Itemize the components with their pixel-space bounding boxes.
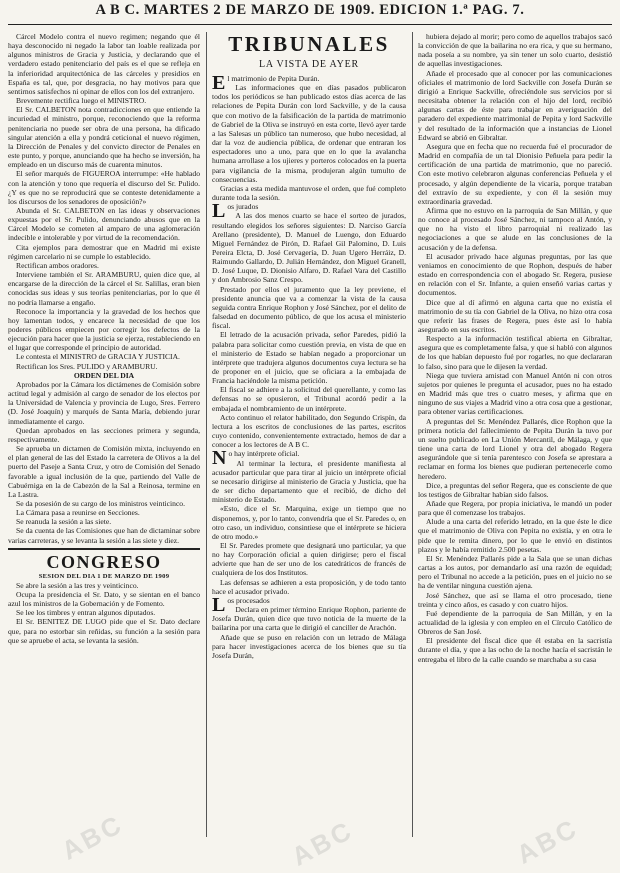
paragraph: Afirma que no estuvo en la parroquia de San Millán, y que no conoce al procesado José Sánchez, ni tampoco al Antón, y que no ha visto el libro parroquial ni realizado las negociaciones a que se alude en las conclusiones de la acusación y de la defensa. <box>418 205 612 252</box>
paragraph: Añade el procesado que al conocer por las comunicaciones oficiales el matrimonio de lord Sackville con Josefa Durán se dirigió a Enrique Sackville, ofreciéndole sus servicios por si necesitaba obtener la relación con el hijo del lord, recibió algunas cartas de éste para trabajar en averiguación del paradero del expediente matrimonial de Pepita y lord Sackville y del resultado de la información que a instancias de Lionel Edward se abrió en Gibraltar. <box>418 68 612 142</box>
paragraph: Añade que Regera, por propia iniciativa, le mandó un poder para que él comenzase los trabajos. <box>418 498 612 518</box>
column-divider-2 <box>412 32 413 837</box>
column-divider-1 <box>206 32 207 837</box>
paragraph: A las dos menos cuarto se hace el sorteo de jurados, resultando elegidos los señores siguientes: D. Narciso García Arellano (presidente), D. Manuel de Luengo, don Eduardo Miguel Fernández de Pirón, D. Rafael Gil Palomino, D. Luis Pereira Elcta, D. José Cervagería, D. Juan Ugero Herráiz, D. Raimundo Gallardo, D. Julián Hernández, don Miguel Granell, D. José Luque, D. Dionisio Alfaro, D. Rafael Vara del Castillo y don Ambrosio Sanz Crespo. <box>212 211 406 285</box>
paragraph-text: o hay intérprete oficial. <box>228 449 300 459</box>
paragraph: El Sr. Paredes promete que designará uno particular, ya que no hay Corporación oficial a quien dirigirse; pero el fiscal advierte que han de ser uno de los catedráticos de francés de cualquiera de los dos Institutos. <box>212 540 406 578</box>
paragraph: Gracias a esta medida mantuvose el orden, que fué completo durante toda la sesión. <box>212 183 406 203</box>
paragraph: Cárcel Modelo contra el nuevo regimen; negando que él haya desconocido ni negado la labor tan loable realizada por algunos ministros de Gracia y Justicia, y declarando que el verdadero estado penitenciario del país es el que se refleja en la inferioridad arquitectónica de las cárceles y presidios en España es tal, que, por desgracia, no hay motivos para que sentirnos satisfechos ni opinar de ellos con los del extranjero. <box>8 32 200 96</box>
paragraph-text: os procesados <box>227 595 270 605</box>
drop-cap: E <box>212 72 226 94</box>
abc-watermark: ABC <box>56 808 129 866</box>
paragraph: Añade que se puso en relación con un letrado de Málaga para hacer investigaciones acerca de los bienes que su tía Josefa Durán, <box>212 632 406 660</box>
paragraph: El letrado de la acusación privada, señor Paredes, pidió la palabra para solicitar como cuestión previa, en vista de que en el ministerio de Estado se habían negado a proporcionar un intérprete que tradujera algunos documentos cuya lectura se ha de proponer en el juicio, que se oficiara a la embajada de Francia haciéndole la misma petición. <box>212 330 406 386</box>
paragraph: Se abre la sesión a las tres y veinticinco. <box>16 580 139 590</box>
congreso-body <box>8 581 200 645</box>
paragraph: Reconoce la importancia y la gravedad de los hechos que hoy lamentan todos, y encarece la necesidad de que los poderes públicos empiecen por corregir los defectos de la ejecución para hacer que la justicia se ejerza, restableciendo en el lugar que corresponde el principio de autoridad. <box>8 306 200 353</box>
paragraph: El presidente del fiscal dice que él estaba en la sacristía durante el día, y que a las ocho de la noche hacía el sacristán le entregaba el libro de la calle cuando se marchaba a su casa <box>418 636 612 664</box>
paragraph <box>212 200 406 223</box>
paragraph: Las informaciones que en días pasados publicaron todos los periódicos se han publicado estos días acerca de las relaciones de Pepita Durán con lord Sackville, y de la causa que con motivo de la falsificación de la partida de matrimonio de Gabriel de la Oliva se instruyó en esta corte, llevó ayer tarde a las Salesas un público tan numeroso, que hubo necesidad, al dar la voz de audiencia pública, de ordenar que entraran los espectadores uno a uno, para que en lo que la avalancha humana arrollase a los ujieres y porteros colocados en la puerta para vigilancia de la misma, produjeran algún tumulto de consecuencias. <box>212 83 406 184</box>
paragraph: Las defensas se adhieren a esta proposición, y de todo tanto hace el acusador privado. <box>212 577 406 596</box>
paragraph: El Sr. Menéndez Pallarés pide a la Sala que se unan dichas cartas a los autos, por demandarlo así una razón de equidad; pero el Tribunal no accede a la petición, pues en el juicio no se ha de ventilar ninguna cuestión ajena. <box>418 553 612 591</box>
drop-cap: L <box>212 593 226 616</box>
paragraph <box>212 447 406 470</box>
column-tribunales-continued <box>418 32 612 842</box>
paragraph: Brevemente rectifica luego el MINISTRO. <box>16 96 147 106</box>
paragraph: Dice que al dí afirmó en alguna carta que no existía el matrimonio de su tía con Gabriel de la Oliva, no hizo otra cosa que referir las frases de Regera, pues éste así lo había asegurado en sus escritos. <box>418 297 612 334</box>
paragraph: Se da posesión de su cargo de los ministros veinticinco. <box>16 498 186 508</box>
paragraph: Dice, a preguntas del señor Regera, que es consciente de que los testigos de Gibraltar habían sido falsos. <box>418 480 612 499</box>
paragraph-text: os jurados <box>227 202 259 212</box>
paragraph: Prestado por ellos el juramento que la ley previene, el presidente anuncia que va a comenzar la vista de la causa seguida contra Enrique Rophon y José Sánchez, por el delito de falsedad en documento público, de que los acusa el ministerio fiscal. <box>212 284 406 331</box>
congreso-session-date: SESION DEL DIA 1 DE MARZO DE 1909 <box>38 572 170 580</box>
tribunales-subheading: LA VISTA DE AYER <box>258 59 360 70</box>
paragraph: Se aprueba un dictamen de Comisión mixta, incluyendo en el plan general de las del Estado la carretera de Olivos a la del puerto del Paseje a Santa Cruz, y otro de Comisión del Senado favorable a igual inclusión de la que, partiendo del Valle de Cabuérniga en la de Cabezón de la Sal a Reinosa, termine en La Lastra. <box>8 444 200 499</box>
paragraph: Acto continuo el relator habilitado, don Segundo Crispín, da lectura a los escritos de conclusiones de las partes, escritos cuyo contenido, convenientemente extractado, hemos de dar a conocer a los lectores de A B C. <box>212 412 406 450</box>
drop-cap: L <box>212 200 226 223</box>
column-senado <box>8 32 200 842</box>
paragraph: El acusador privado hace algunas preguntas, por las que veniamos en conocimiento de que Rophon, después de haber estado en correspondencia con el abogado Sr. Regera, pusiese en relación con el Sr. Infante, a quien enseñó varias cartas y documentos. <box>418 251 612 298</box>
paragraph: El señor marqués de FIGUEROA interrumpe: «He hablado con la atención y tono que requería el discurso del Sr. Pulido. ¿Y es que no se reproducirá que se conteste detenidamente a los discursos de los senadores de oposición?» <box>8 169 200 206</box>
tribunales-heading: TRIBUNALES <box>228 32 390 56</box>
tribunales-body <box>212 74 406 660</box>
abc-watermark: ABC <box>286 814 359 872</box>
paragraph: «Esto, dice el Sr. Marquina, exige un tiempo que no disponemos, y, por lo tanto, convendría que el Sr. Paredes o, en otro caso, un individuo, consintiese que el intérprete se hiciera de otro modo.» <box>212 504 406 541</box>
paragraph: Alude a una carta del referido letrado, en la que éste le dice que el matrimonio de Oliva con Pepita no existía, y en otra le pide que le remita dinero, por lo que le envió en distintos plazos y le había remitido 2.500 pesetas. <box>418 517 612 554</box>
paragraph: José Sánchez, que así se llama el otro procesado, tiene treinta y cinco años, es casado y con cuatro hijos. <box>418 590 612 609</box>
paragraph: hubiera dejado al morir; pero como de aquellos trabajos sacó la convicción de que la bailarina no era rica, y que su hermano, nada poseía a su nombre, ya sin tener un solo cuarto, desistió de aquellas investigaciones. <box>418 32 612 69</box>
page-header: A B C. MARTES 2 DE MARZO DE 1909. EDICION 1.ª PAG. 7. <box>95 2 525 18</box>
paragraph: Le contesta el MINISTRO de GRACIA Y JUSTICIA. <box>16 352 180 362</box>
paragraph: Asegura que en fecha que no recuerda fué el procurador de Madrid en compañía de un tal Dionisio Peñuela para pedir la certificación de una partida de matrimonio, que no pareció. Con este motivo celebraron algunas conferencias Peñuela y el procesado, y algún dependiente de la vicaría, porque trataban del extravío de su expediente, y con él la sesión muy extraordinaria gravedad. <box>418 141 612 206</box>
paragraph: Se lee los timbres y entran algunos diputados. <box>16 608 156 618</box>
column-tribunales <box>212 32 406 842</box>
tribunales-continued-body <box>418 32 612 664</box>
paragraph: Cita ejemplos para demostrar que en Madrid mi existe régimen carcelario ni se cumple lo establecido. <box>8 242 200 261</box>
paragraph: Rectifican los Sres. PULIDO y ARAMBURU. <box>16 361 158 371</box>
paragraph <box>212 72 406 94</box>
paragraph: Se reanuda la sesión a las siete. <box>16 517 112 527</box>
paragraph: El fiscal se adhiere a la solicitud del querellante, y como las defensas no se opusieron, el Tribunal acordó pedir a la embajada el nombramiento de un intérprete. <box>212 385 406 413</box>
header-divider <box>8 24 612 25</box>
paragraph <box>212 593 406 616</box>
paragraph: Abunda el Sr. CALBETON en las ideas y observaciones expuestas por el Sr. Pulido, denunciando abusos que en la Cárcel Modelo se cometen al amparo de una aglomeración indecible e intolerable y por virtud de la recomendación. <box>8 205 200 243</box>
paragraph: Fué dependiente de la parroquia de San Millán, y en la actualidad de la iglesia y con empleo en el Círculo Católico de Obreros de San José. <box>418 608 612 637</box>
paragraph: Se da cuenta de las Comisiones que han de dictaminar sobre varias carreteras, y se levanta la sesión a las siete y diez. <box>8 526 200 545</box>
paragraph: Rectifican ambos oradores. <box>16 260 99 270</box>
abc-watermark: ABC <box>511 812 584 870</box>
paragraph: Niega que tuviera amistad con Manuel Antón ni con otros sujetos por quienes le pregunta el acusador, pues no ha estado en Madrid más que tres o cuatro meses, y afirma que en ninguno de sus viajes a Madrid vino a otra cosa que a gestionar, para obtener varias certificaciones. <box>418 370 612 417</box>
paragraph: Interviene también el Sr. ARAMBURU, quien dice que, al encargarse de la dirección de la cárcel el Sr. Salillas, eran bien conocidas sus ideas y sus teorías penitenciarias, por lo que él no podría llamarse a engaño. <box>8 270 200 307</box>
paragraph: ORDEN DEL DIA <box>73 370 135 380</box>
paragraph: Declara en primer término Enrique Rophon, pariente de Josefa Durán, quien dice que tuvo noticia de la muerte de la bailarina por una carta que le dirigió el canciller de Arachón. <box>212 605 406 633</box>
paragraph: El Sr. CALBETON nota contradicciones en que entiende la incuriedad el ministro, porque, reconociendo que la reforma penitenciaria no puede ser obra de una persona, ha dificado singular atención a ella y pondrá ceticional el nuevo régimen, la Dirección de Penales y del convicto director de Penales en este punto, y porque, anunciando que ha hecho se inversión, ha empleado en un discurso más de cuarenta minutos. <box>8 105 200 170</box>
paragraph: Ocupa la presidencia el Sr. Dato, y se sientan en el banco azul los ministros de la Gobernación y de Fomento. <box>8 589 200 609</box>
paragraph: A preguntas del Sr. Menéndez Pallarés, dice Rophon que la primera noticia del fallecimiento de Pepita Durán la tuvo por un suelto publicado en La Unión Mercantil, de Málaga, y que tiene una carta de lord Lionel y otra del abogado Regera asegurándole que si tenía parentesco con Josefa se aprestara a reclamar en forma los bienes que pudieran pertenecerle como heredero. <box>418 416 612 481</box>
senado-body <box>8 32 200 545</box>
congreso-heading: CONGRESO <box>8 548 200 572</box>
paragraph: Respecto a la información testifical abierta en Gibraltar, asegura que es completamente falsa, y que si habló con algunos de los que habían depuesto fué por rogarles, no que declararan lo falso, sino para que le dijesen la verdad. <box>418 334 612 371</box>
paragraph: Al terminar la lectura, el presidente manifiesta al acusador particular que para tirar al juicio un intérprete oficial se necesario dirigirse al ministerio de Gracia y Justicia, que ha de ser dicho departamento que el recibió, de dicho del ministerio de Estado. <box>212 458 406 505</box>
paragraph: El Sr. BENITEZ DE LUGO pide que el Sr. Dato declare que, para no estorbar sin reñidas, su función a la sesión para que se apruebe el acta, se levanta la sesión. <box>8 617 200 645</box>
drop-cap: N <box>212 447 227 470</box>
paragraph: Aprobados por la Cámara los dictámenes de Comisión sobre actitud legal y admisión al cargo de senador de los electos por la Universidad de Valencia y provincia de Lugo, Sres. Ferrero (D. José Joaquín) y marqués de Santa María, debiendo jurar inmediatamente el cargo. <box>8 379 200 426</box>
paragraph-text: l matrimonio de Pepita Durán. <box>227 74 320 83</box>
paragraph: Quedan aprobados en las secciones primera y segunda, respectivamente. <box>8 425 200 444</box>
paragraph: La Cámara pasa a reunirse en Secciones. <box>16 508 140 518</box>
